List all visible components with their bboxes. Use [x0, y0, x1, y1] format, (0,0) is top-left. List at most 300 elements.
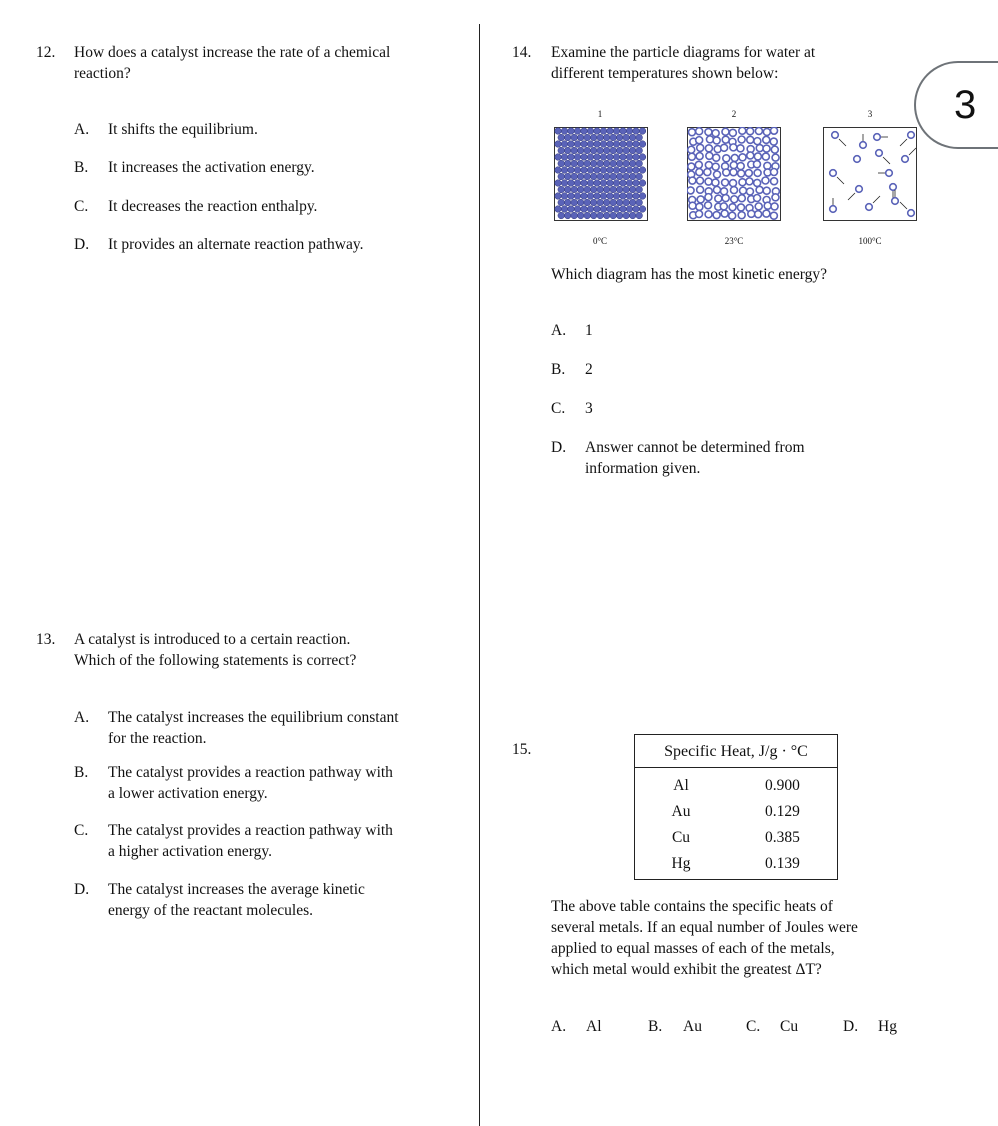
water-particle: [755, 211, 762, 218]
water-particle: [705, 202, 712, 209]
water-particle: [555, 206, 562, 213]
water-particle: [636, 173, 643, 180]
water-particle: [577, 212, 584, 219]
water-particle: [577, 160, 584, 167]
water-particle: [737, 163, 744, 170]
water-particle: [770, 138, 777, 145]
water-particle: [876, 150, 883, 157]
water-particle: [738, 136, 745, 143]
water-particle: [721, 188, 728, 195]
specific-heat-table: [634, 734, 838, 880]
water-particle: [574, 167, 581, 174]
diagram-1-label: 1: [597, 109, 603, 119]
water-particle: [574, 206, 581, 213]
water-particle: [722, 128, 729, 135]
option-c[interactable]: C. Cu: [746, 1018, 799, 1035]
water-particle: [705, 194, 712, 201]
water-particle: [610, 147, 617, 154]
water-particle: [755, 203, 762, 210]
water-particle: [770, 212, 777, 219]
water-particle: [616, 199, 623, 206]
water-particle: [754, 169, 761, 176]
water-particle: [571, 160, 578, 167]
water-particle: [613, 167, 620, 174]
water-particle: [620, 128, 627, 135]
water-particle: [771, 146, 778, 153]
water-particle: [584, 199, 591, 206]
water-particle: [730, 180, 737, 187]
water-particle: [558, 147, 565, 154]
water-particle: [704, 169, 711, 176]
water-particle: [577, 199, 584, 206]
water-particle: [763, 128, 770, 135]
water-particle: [729, 129, 736, 136]
water-particle: [623, 147, 630, 154]
water-particle: [603, 199, 610, 206]
water-particle: [712, 130, 719, 137]
water-particle: [636, 160, 643, 167]
water-particle: [771, 127, 778, 134]
water-particle: [584, 134, 591, 141]
water-particle: [555, 141, 562, 148]
water-particle: [633, 206, 640, 213]
water-particle: [730, 187, 737, 194]
water-particle: [607, 167, 614, 174]
water-particle: [564, 199, 571, 206]
water-particle: [574, 141, 581, 148]
water-particle: [571, 147, 578, 154]
water-particle: [600, 154, 607, 161]
diagram-1-solid-particles: [554, 127, 648, 221]
water-particle: [689, 202, 696, 209]
option-b[interactable]: B. It increases the activation energy.: [74, 159, 315, 176]
water-particle: [856, 186, 863, 193]
water-particle: [597, 134, 604, 141]
water-particle: [740, 187, 747, 194]
water-particle: [636, 212, 643, 219]
water-particle: [633, 167, 640, 174]
option-a[interactable]: A. Al: [551, 1018, 602, 1035]
water-particle: [636, 134, 643, 141]
water-particle: [832, 132, 839, 139]
water-particle: [626, 167, 633, 174]
water-particle: [688, 129, 695, 136]
water-particle: [738, 195, 745, 202]
option-a[interactable]: A. It shifts the equilibrium.: [74, 121, 258, 138]
water-particle: [581, 128, 588, 135]
water-particle: [568, 154, 575, 161]
water-particle: [581, 154, 588, 161]
water-particle: [626, 193, 633, 200]
water-particle: [830, 206, 837, 213]
water-particle: [705, 129, 712, 136]
water-particle: [607, 193, 614, 200]
water-particle: [636, 186, 643, 193]
option-c[interactable]: C. It decreases the reaction enthalpy.: [74, 198, 318, 215]
water-particle: [613, 128, 620, 135]
water-particle: [746, 178, 753, 185]
water-particle: [574, 128, 581, 135]
water-particle: [713, 137, 720, 144]
water-particle: [639, 128, 646, 135]
water-particle: [571, 186, 578, 193]
water-particle: [603, 186, 610, 193]
water-particle: [581, 193, 588, 200]
water-particle: [756, 186, 763, 193]
water-particle: [874, 134, 881, 141]
water-particle: [772, 194, 779, 201]
water-particle: [590, 199, 597, 206]
water-particle: [763, 145, 770, 152]
water-particle: [639, 167, 646, 174]
water-particle: [594, 141, 601, 148]
water-particle: [607, 128, 614, 135]
water-particle: [600, 206, 607, 213]
water-particle: [558, 212, 565, 219]
water-particle: [600, 193, 607, 200]
table-row: Hg 0.139: [671, 855, 800, 872]
water-particle: [753, 161, 760, 168]
water-particle: [715, 195, 722, 202]
water-particle: [616, 134, 623, 141]
option-d[interactable]: D. Hg: [843, 1018, 897, 1035]
water-particle: [633, 180, 640, 187]
water-particle: [607, 206, 614, 213]
water-particle: [771, 178, 778, 185]
water-particle: [747, 136, 754, 143]
diagram-3-gas-particles: [823, 127, 919, 221]
table-header: Specific Heat, J/g · °C: [635, 735, 838, 768]
water-particle: [696, 137, 703, 144]
water-particle: [730, 162, 737, 169]
water-particle: [746, 188, 753, 195]
water-particle: [729, 212, 736, 219]
water-particle: [722, 179, 729, 186]
water-particle: [620, 193, 627, 200]
water-particle: [772, 154, 779, 161]
water-particle: [697, 186, 704, 193]
water-particle: [610, 212, 617, 219]
water-particle: [626, 141, 633, 148]
table-row: Au 0.129: [671, 803, 800, 820]
water-particle: [755, 127, 762, 134]
water-particle: [754, 179, 761, 186]
water-particle: [600, 180, 607, 187]
option-d[interactable]: D. It provides an alternate reaction pathway.: [74, 236, 364, 253]
water-particle: [705, 145, 712, 152]
water-particle: [613, 141, 620, 148]
water-particle: [696, 210, 703, 217]
water-particle: [587, 141, 594, 148]
water-particle: [754, 195, 761, 202]
option-a[interactable]: A. The catalyst increases the equilibrium constant for the reaction.: [74, 709, 399, 747]
water-particle: [854, 156, 861, 163]
water-particle: [629, 199, 636, 206]
water-particle: [737, 145, 744, 152]
question-stem: How does a catalyst increase the rate of a chemical reaction?: [74, 44, 391, 82]
water-particle: [639, 206, 646, 213]
water-particle: [594, 193, 601, 200]
water-particle: [731, 154, 738, 161]
water-particle: [754, 153, 761, 160]
water-particle: [723, 155, 730, 162]
water-particle: [616, 212, 623, 219]
water-particle: [688, 163, 695, 170]
water-particle: [623, 134, 630, 141]
water-particle: [730, 144, 737, 151]
water-particle: [620, 141, 627, 148]
water-particle: [561, 167, 568, 174]
water-particle: [568, 180, 575, 187]
water-particle: [706, 136, 713, 143]
water-particle: [587, 206, 594, 213]
water-particle: [594, 154, 601, 161]
water-particle: [616, 173, 623, 180]
water-particle: [860, 142, 867, 149]
water-particle: [584, 160, 591, 167]
column-divider: [479, 24, 480, 1126]
water-particle: [639, 141, 646, 148]
water-particle: [587, 193, 594, 200]
water-particle: [616, 147, 623, 154]
water-particle: [636, 147, 643, 154]
water-particle: [564, 186, 571, 193]
water-particle: [696, 169, 703, 176]
water-particle: [558, 199, 565, 206]
water-particle: [597, 212, 604, 219]
water-particle: [590, 134, 597, 141]
water-particle: [613, 180, 620, 187]
water-particle: [714, 171, 721, 178]
water-particle: [696, 128, 703, 135]
water-particle: [902, 156, 909, 163]
water-particle: [564, 160, 571, 167]
water-particle: [762, 177, 769, 184]
water-particle: [581, 180, 588, 187]
water-particle: [762, 153, 769, 160]
water-particle: [597, 199, 604, 206]
water-particle: [722, 195, 729, 202]
water-particle: [613, 193, 620, 200]
water-particle: [594, 167, 601, 174]
water-particle: [626, 128, 633, 135]
water-particle: [616, 160, 623, 167]
water-particle: [568, 141, 575, 148]
water-particle: [697, 144, 704, 151]
water-particle: [574, 154, 581, 161]
water-particle: [571, 173, 578, 180]
water-particle: [568, 167, 575, 174]
water-particle: [581, 141, 588, 148]
water-particle: [568, 206, 575, 213]
water-particle: [571, 199, 578, 206]
question-stem: A catalyst is introduced to a certain reaction. Which of the following statements is correct?: [74, 631, 357, 669]
water-particle: [603, 147, 610, 154]
water-particle: [705, 162, 712, 169]
water-particle: [908, 132, 915, 139]
water-particle: [558, 134, 565, 141]
water-particle: [770, 169, 777, 176]
water-particle: [696, 153, 703, 160]
water-particle: [590, 160, 597, 167]
water-particle: [597, 147, 604, 154]
water-particle: [561, 141, 568, 148]
question-number: 15.: [512, 741, 532, 758]
water-particle: [771, 203, 778, 210]
option-c[interactable]: C. 3: [551, 400, 593, 417]
water-particle: [597, 160, 604, 167]
option-c[interactable]: C. The catalyst provides a reaction pathway with a higher activation energy.: [74, 822, 393, 860]
water-particle: [568, 193, 575, 200]
water-particle: [706, 152, 713, 159]
option-a[interactable]: A. 1: [551, 322, 593, 339]
page-number-tab: [914, 61, 998, 149]
water-particle: [629, 134, 636, 141]
option-d[interactable]: D. Answer cannot be determined from information given.: [551, 439, 805, 477]
water-particle: [623, 173, 630, 180]
water-particle: [558, 173, 565, 180]
water-particle: [584, 212, 591, 219]
water-particle: [623, 199, 630, 206]
water-particle: [564, 147, 571, 154]
water-particle: [600, 167, 607, 174]
water-particle: [886, 170, 893, 177]
water-particle: [577, 147, 584, 154]
table-row: Al 0.900: [673, 777, 800, 794]
water-particle: [705, 211, 712, 218]
water-particle: [639, 180, 646, 187]
water-particle: [688, 146, 695, 153]
water-particle: [633, 141, 640, 148]
water-particle: [739, 154, 746, 161]
water-particle: [626, 154, 633, 161]
water-particle: [587, 128, 594, 135]
water-particle: [687, 187, 694, 194]
water-particle: [623, 186, 630, 193]
water-particle: [590, 147, 597, 154]
table-row: Cu 0.385: [671, 829, 800, 846]
water-particle: [594, 128, 601, 135]
water-particle: [616, 186, 623, 193]
diagram-2-label: 2: [731, 109, 737, 119]
water-particle: [577, 134, 584, 141]
water-particle: [600, 128, 607, 135]
water-particle: [620, 206, 627, 213]
water-particle: [603, 212, 610, 219]
water-particle: [590, 212, 597, 219]
question-stem: Examine the particle diagrams for water at different temperatures shown below:: [551, 44, 816, 82]
water-particle: [610, 199, 617, 206]
water-particle: [561, 180, 568, 187]
option-d[interactable]: D. The catalyst increases the average kinetic energy of the reactant molecules.: [74, 881, 365, 919]
question-number: 13.: [36, 631, 56, 648]
water-particle: [756, 145, 763, 152]
water-particle: [629, 173, 636, 180]
water-particle: [581, 167, 588, 174]
water-particle: [555, 167, 562, 174]
water-particle: [629, 160, 636, 167]
water-particle: [558, 186, 565, 193]
option-b[interactable]: B. 2: [551, 361, 593, 378]
water-particle: [830, 170, 837, 177]
water-particle: [629, 212, 636, 219]
water-particle: [737, 204, 744, 211]
water-particle: [561, 193, 568, 200]
water-particle: [555, 193, 562, 200]
water-particle: [600, 141, 607, 148]
water-particle: [636, 199, 643, 206]
water-particle: [721, 144, 728, 151]
water-particle: [607, 180, 614, 187]
water-particle: [908, 210, 915, 217]
water-particle: [603, 134, 610, 141]
water-particle: [558, 160, 565, 167]
water-particle: [607, 141, 614, 148]
water-particle: [555, 154, 562, 161]
water-particle: [705, 178, 712, 185]
water-particle: [610, 186, 617, 193]
water-particle: [763, 187, 770, 194]
water-particle: [623, 212, 630, 219]
water-particle: [697, 196, 704, 203]
water-particle: [712, 163, 719, 170]
question-number: 12.: [36, 44, 56, 61]
water-particle: [763, 136, 770, 143]
water-particle: [747, 128, 754, 135]
water-particle: [633, 128, 640, 135]
water-particle: [610, 160, 617, 167]
water-particle: [603, 160, 610, 167]
water-particle: [730, 169, 737, 176]
water-particle: [626, 180, 633, 187]
option-b[interactable]: B. Au: [648, 1018, 702, 1035]
water-particle: [577, 173, 584, 180]
water-particle: [564, 212, 571, 219]
water-particle: [584, 186, 591, 193]
diagram-2-temperature: 23°C: [724, 236, 744, 246]
question-prompt: Which diagram has the most kinetic energy?: [551, 266, 828, 283]
water-particle: [564, 173, 571, 180]
option-b[interactable]: B. The catalyst provides a reaction pathway with a lower activation energy.: [74, 764, 393, 802]
water-particle: [574, 193, 581, 200]
water-particle: [689, 177, 696, 184]
water-particle: [610, 173, 617, 180]
water-particle: [574, 180, 581, 187]
water-particle: [555, 180, 562, 187]
diagram-1-temperature: 0°C: [592, 236, 608, 246]
water-particle: [713, 154, 720, 161]
water-particle: [764, 202, 771, 209]
water-particle: [713, 186, 720, 193]
water-particle: [763, 210, 770, 217]
diagram-2-liquid-particles: [687, 127, 781, 221]
water-particle: [587, 180, 594, 187]
water-particle: [892, 198, 899, 205]
water-particle: [731, 196, 738, 203]
water-particle: [555, 128, 562, 135]
water-particle: [584, 147, 591, 154]
water-particle: [587, 154, 594, 161]
question-number: 14.: [512, 44, 532, 61]
water-particle: [594, 180, 601, 187]
water-particle: [620, 180, 627, 187]
water-particle: [739, 127, 746, 134]
water-particle: [866, 204, 873, 211]
water-particle: [748, 210, 755, 217]
water-particle: [571, 134, 578, 141]
water-particle: [613, 206, 620, 213]
water-particle: [720, 203, 727, 210]
